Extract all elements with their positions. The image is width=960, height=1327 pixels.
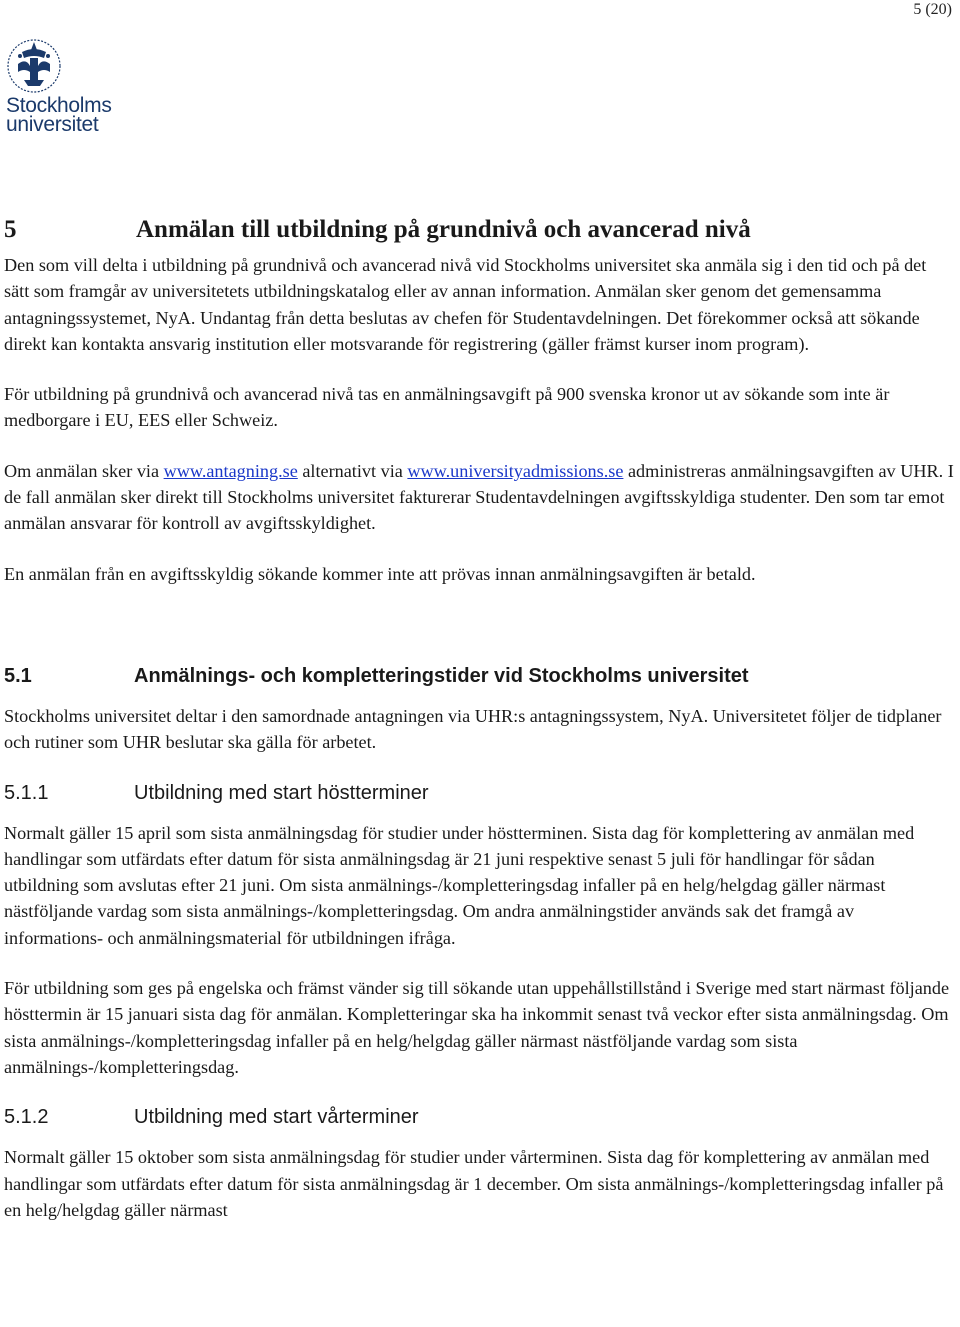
p3-prefix: Om anmälan sker via (4, 460, 164, 481)
logo-line1: Stockholms (6, 94, 112, 117)
section-5-number: 5 (4, 216, 17, 243)
section-5-1-1-paragraph-1: Normalt gäller 15 april som sista anmälningsdag för studier under höstterminen. Sista dag för komplettering av anmälan med handlingar som utfärdats efter datum för sista anmälningsdag är 21 juni respektive senast 5 juli för handlingar för sådan utbildning som avslutas efter 21 juni. Om sista anmälnings-/kompletteringsdag infaller på en helg/helgdag gäller närmast nästföljande vardag som sista anmälnings-/kompletteringsdag. Om andra anmälningstider används sak det framgå av informations- och anmälningsmaterial för utbildningen ifråga. (4, 822, 915, 948)
section-5-1-number: 5.1 (4, 664, 32, 687)
section-5-1-2-number: 5.1.2 (4, 1106, 49, 1129)
antagning-link[interactable]: www.antagning.se (163, 460, 298, 481)
section-5-paragraph-2: För utbildning på grundnivå och avancerad nivå tas en anmälningsavgift på 900 svenska kronor ut av sökande som inte är medborgare i EU, EES eller Schweiz. (4, 384, 890, 431)
universityadmissions-link[interactable]: www.universityadmissions.se (407, 460, 624, 481)
logo-wordmark (6, 96, 112, 134)
section-5-1-1-title: Utbildning med start höstterminer (134, 781, 429, 804)
section-5-1-1-heading (4, 780, 954, 806)
university-seal-icon (4, 36, 68, 94)
document-body (4, 214, 954, 1247)
section-5-1-heading (4, 663, 954, 689)
section-5-1-2-paragraph-1: Normalt gäller 15 oktober som sista anmälningsdag för studier under vårterminen. Sista dag för komplettering av anmälan med handlingar som utfärdats efter datum för sista anmälningsdag är 1 december. Om sista anmälnings-/kompletteringsdag infaller på en helg/helgdag gäller närmast (4, 1147, 944, 1220)
section-5-1-paragraph-1: Stockholms universitet deltar i den samordnade antagningen via UHR:s antagningssystem, NyA. Universitetet följer de tidplaner och rutiner som UHR beslutar ska gälla för arbetet. (4, 705, 942, 753)
section-5-1-1-paragraph-2: För utbildning som ges på engelska och främst vänder sig till sökande utan uppehållstillstånd i Sverige med start närmast följande hösttermin är 15 januari sista dag för anmälan. Kompletteringar ska ha inkommit senast två veckor efter sista anmälningsdag. Om sista anmälnings-/kompletteringsdag infaller på en helg/helgdag gäller närmast nästföljande vardag som sista anmälnings-/kompletteringsdag. (4, 978, 950, 1077)
section-5-1-title: Anmälnings- och kompletteringstider vid Stockholms universitet (134, 664, 749, 687)
page-number: 5 (20) (913, 1, 952, 18)
logo-line2: universitet (6, 113, 99, 136)
section-5-paragraph-1: Den som vill delta i utbildning på grundnivå och avancerad nivå vid Stockholms universitet ska anmäla sig i den tid och på det sätt som framgår av universitetets utbildningskatalog eller av annan information. Anmälan sker genom det gemensamma antagningssystemet, NyA. Undantag från detta beslutas av chefen för Studentavdelningen. Det förekommer också att sökande direkt kan kontakta ansvarig institution eller motsvarande för registrering (gäller främst kurser inom program). (4, 255, 927, 354)
section-5-paragraph-3 (4, 458, 954, 537)
section-5-1-2-heading (4, 1104, 954, 1130)
section-5-1-1-number: 5.1.1 (4, 781, 49, 804)
section-5-title: Anmälan till utbildning på grundnivå och avancerad nivå (136, 216, 751, 243)
section-5-paragraph-4: En anmälan från en avgiftsskyldig sökande kommer inte att prövas innan anmälningsavgiften är betald. (4, 563, 756, 584)
p3-middle: alternativt via (297, 460, 408, 481)
section-5-1-2-title: Utbildning med start vårterminer (134, 1106, 419, 1129)
section-5-heading (4, 214, 954, 246)
p3-suffix: administreras anmälningsavgiften av UHR. I de fall anmälan sker direkt till Stockholms universitet fakturerar Studentavdelningen avgiftsskyldiga studenter. Den som tar emot anmälan ansvarar för kontroll av avgiftsskyldighet. (4, 460, 954, 534)
